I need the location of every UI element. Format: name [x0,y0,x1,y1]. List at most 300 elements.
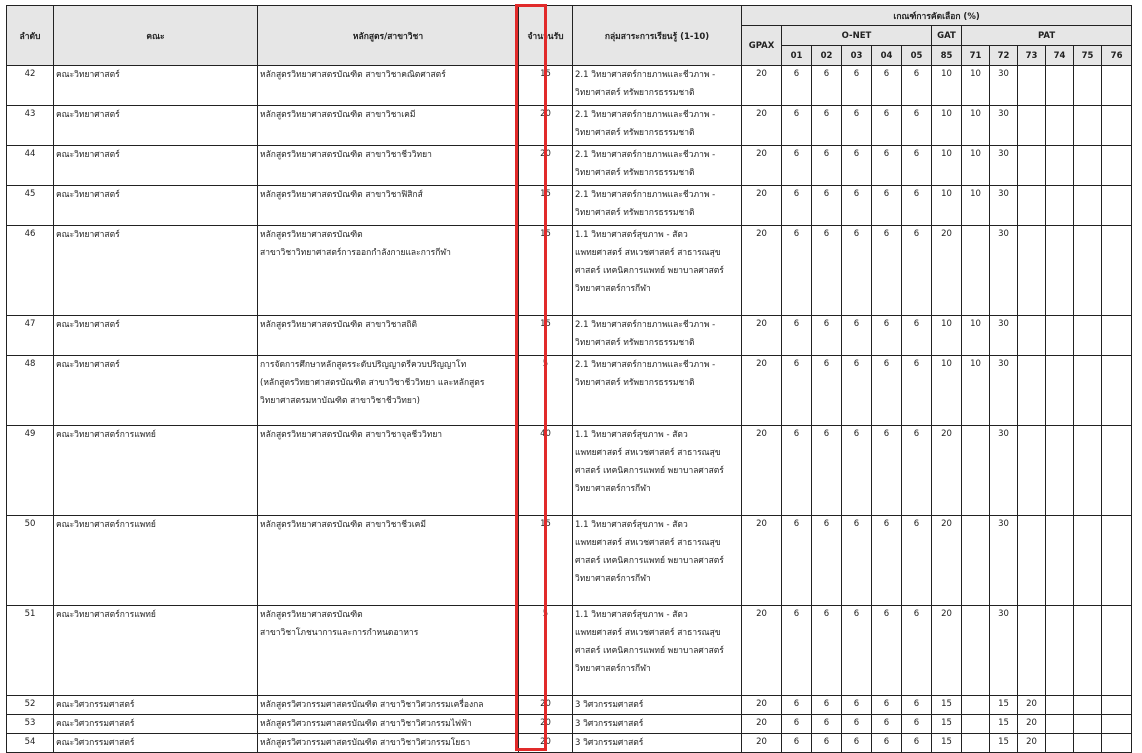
faculty-name: คณะวิทยาศาสตร์การแพทย์ [56,520,156,530]
learning-group-line: 2.1 วิทยาศาสตร์กายภาพและชีวภาพ - [575,190,716,200]
score-cell [902,146,932,186]
score-value: 6 [913,737,920,747]
score-cell [1102,715,1132,734]
header-sub-0: 01 [782,46,812,66]
order-number: 50 [24,519,36,529]
order-cell [7,426,54,516]
score-cell [872,715,902,734]
score-value: 30 [998,69,1009,79]
faculty-name: คณะวิทยาศาสตร์ [56,70,120,80]
score-value: 15 [941,718,952,728]
table-body [7,66,1132,753]
score-cell [1046,316,1074,356]
score-value: 10 [941,319,952,329]
score-cell [1018,316,1046,356]
faculty-name: คณะวิทยาศาสตร์ [56,110,120,120]
score-cell [902,226,932,316]
header-sub-2: 03 [842,46,872,66]
faculty-name: คณะวิทยาศาสตร์ [56,150,120,160]
score-value [1018,146,1045,149]
score-value: 20 [756,718,767,728]
score-value [1046,146,1073,149]
score-value [962,696,989,699]
faculty-cell [54,316,258,356]
score-cell [742,106,782,146]
score-cell [842,715,872,734]
score-cell [902,186,932,226]
score-value: 20 [756,609,767,619]
faculty-cell [54,146,258,186]
learning-group-line: 3 วิศวกรรมศาสตร์ [575,719,644,729]
program-line: วิทยาศาสตรมหาบัณฑิต สาขาวิชาชีววิทยา) [260,396,420,406]
score-value [962,606,989,609]
program-line: หลักสูตรวิศวกรรมศาสตรบัณฑิต สาขาวิชาวิศวกรรมไฟฟ้า [260,719,472,729]
learning-group-line: ศาสตร์ เทคนิคการแพทย์ พยาบาลศาสตร์ [575,646,724,656]
quota-value: 15 [540,189,551,199]
score-value [1046,186,1073,189]
score-cell [902,696,932,715]
score-value [1018,606,1045,609]
score-cell [872,696,902,715]
score-cell [1102,606,1132,696]
program-line: หลักสูตรวิศวกรรมศาสตรบัณฑิต สาขาวิชาวิศวกรรมโยธา [260,738,471,748]
score-value [1074,356,1101,359]
score-cell [842,734,872,753]
score-cell [962,106,990,146]
learning-group-line: 2.1 วิทยาศาสตร์กายภาพและชีวภาพ - [575,70,716,80]
score-cell [990,426,1018,516]
score-value: 6 [793,699,800,709]
learning-group-line: 1.1 วิทยาศาสตร์สุขภาพ - สัตว [575,230,688,240]
score-value: 6 [853,519,860,529]
header-sub-7: 72 [990,46,1018,66]
score-cell [962,734,990,753]
faculty-name: คณะวิศวกรรมศาสตร์ [56,719,135,729]
score-value [1102,66,1131,69]
header-sub-1: 02 [812,46,842,66]
score-value [962,516,989,519]
score-cell [1018,356,1046,426]
quota-cell [519,106,573,146]
faculty-cell [54,426,258,516]
score-value: 30 [998,229,1009,239]
learning-group-line: วิทยาศาสตร์ ทรัพยากรธรรมชาติ [575,208,695,218]
score-value: 6 [883,699,890,709]
learning-group-line: 1.1 วิทยาศาสตร์สุขภาพ - สัตว [575,430,688,440]
score-cell [1018,734,1046,753]
score-value: 6 [913,319,920,329]
order-cell [7,106,54,146]
score-cell [990,606,1018,696]
score-value: 15 [998,737,1009,747]
order-cell [7,516,54,606]
header-sub-9: 74 [1046,46,1074,66]
learning-group-line: วิทยาศาสตร์ ทรัพยากรธรรมชาติ [575,168,695,178]
order-cell [7,606,54,696]
score-cell [742,146,782,186]
score-cell [1074,106,1102,146]
score-value [1074,316,1101,319]
score-cell [932,606,962,696]
score-cell [1018,696,1046,715]
score-value [1074,606,1101,609]
score-cell [812,715,842,734]
score-value [1018,66,1045,69]
score-cell [1074,696,1102,715]
score-value: 6 [793,718,800,728]
score-value: 6 [913,718,920,728]
table-row [7,356,1132,426]
quota-value: 20 [540,109,551,119]
score-value: 20 [756,189,767,199]
score-cell [902,715,932,734]
score-value: 6 [823,109,830,119]
score-value: 6 [793,109,800,119]
score-cell [812,226,842,316]
order-number: 48 [24,359,36,369]
score-value: 10 [941,69,952,79]
score-cell [1018,186,1046,226]
faculty-cell [54,66,258,106]
quota-cell [519,186,573,226]
score-cell [990,316,1018,356]
score-value: 10 [970,69,981,79]
header-order: ลำดับ [7,6,54,66]
score-cell [782,516,812,606]
quota-value: 15 [540,519,551,529]
score-cell [1046,106,1074,146]
score-value: 20 [756,229,767,239]
score-cell [932,715,962,734]
score-cell [782,356,812,426]
learning-group-line: 3 วิศวกรรมศาสตร์ [575,700,644,710]
quota-value: 40 [540,429,551,439]
program-cell [258,316,519,356]
score-cell [742,606,782,696]
score-value: 6 [793,737,800,747]
score-value: 6 [823,609,830,619]
learning-group-cell [573,734,742,753]
score-cell [842,66,872,106]
score-cell [842,226,872,316]
learning-group-cell [573,696,742,715]
score-value [1102,426,1131,429]
score-value: 30 [998,609,1009,619]
score-cell [812,696,842,715]
program-line: หลักสูตรวิทยาศาสตรบัณฑิต สาขาวิชาคณิตศาสตร์ [260,70,446,80]
learning-group-line: แพทยศาสตร์ สหเวชศาสตร์ สาธารณสุข [575,248,721,258]
score-value: 6 [823,149,830,159]
score-value: 20 [941,519,952,529]
score-cell [872,146,902,186]
order-cell [7,146,54,186]
score-value: 6 [913,109,920,119]
quota-cell [519,356,573,426]
score-cell [782,66,812,106]
score-value [1018,316,1045,319]
score-cell [782,316,812,356]
program-cell [258,516,519,606]
score-value [1018,426,1045,429]
score-cell [902,516,932,606]
score-cell [902,66,932,106]
score-cell [990,696,1018,715]
score-cell [742,186,782,226]
score-cell [1102,106,1132,146]
score-cell [782,734,812,753]
score-value: 6 [823,429,830,439]
score-cell [842,516,872,606]
score-value [962,226,989,229]
score-cell [990,186,1018,226]
header-pat: PAT [962,26,1132,46]
score-value: 15 [941,737,952,747]
order-number: 52 [24,699,36,709]
score-cell [962,696,990,715]
score-value: 20 [756,69,767,79]
learning-group-line: 2.1 วิทยาศาสตร์กายภาพและชีวภาพ - [575,110,716,120]
learning-group-cell [573,316,742,356]
learning-group-line: วิทยาศาสตร์การกีฬา [575,574,651,584]
score-cell [1018,226,1046,316]
score-value: 6 [853,718,860,728]
quota-value: 5 [542,359,549,369]
program-cell [258,106,519,146]
header-program: หลักสูตร/สาขาวิชา [258,6,519,66]
score-cell [962,516,990,606]
score-cell [962,715,990,734]
learning-group-cell [573,356,742,426]
learning-group-cell [573,426,742,516]
score-value: 6 [853,69,860,79]
score-cell [812,66,842,106]
score-cell [990,106,1018,146]
score-value [962,734,989,737]
score-value: 20 [756,737,767,747]
score-cell [1046,356,1074,426]
score-value: 6 [793,519,800,529]
score-value [1102,186,1131,189]
score-cell [842,606,872,696]
table-row [7,186,1132,226]
score-value: 6 [913,229,920,239]
score-cell [1018,715,1046,734]
score-cell [842,426,872,516]
program-line: หลักสูตรวิทยาศาสตรบัณฑิต สาขาวิชาชีวเคมี [260,520,426,530]
header-sub-11: 76 [1102,46,1132,66]
score-value: 30 [998,429,1009,439]
score-cell [782,606,812,696]
score-cell [1046,66,1074,106]
quota-value: 20 [540,699,551,709]
score-cell [1046,426,1074,516]
quota-value: 15 [540,69,551,79]
order-number: 45 [24,189,36,199]
score-value: 6 [823,699,830,709]
score-cell [932,316,962,356]
score-cell [932,426,962,516]
score-value [1102,606,1131,609]
learning-group-line: แพทยศาสตร์ สหเวชศาสตร์ สาธารณสุข [575,628,721,638]
score-value [962,715,989,718]
program-line: สาขาวิชาโภชนาการและการกำหนดอาหาร [260,628,419,638]
score-cell [872,186,902,226]
quota-value: 5 [542,609,549,619]
score-cell [812,426,842,516]
order-number: 53 [24,718,36,728]
score-cell [1074,146,1102,186]
score-value: 6 [883,429,890,439]
table-row [7,106,1132,146]
score-value [1046,66,1073,69]
table-row [7,734,1132,753]
header-sub-10: 75 [1074,46,1102,66]
program-line: หลักสูตรวิศวกรรมศาสตรบัณฑิต สาขาวิชาวิศวกรรมเครื่องกล [260,700,484,710]
score-cell [782,696,812,715]
score-value: 6 [913,519,920,529]
score-value [1074,516,1101,519]
quota-cell [519,316,573,356]
order-cell [7,226,54,316]
header-row-1 [7,6,1132,26]
header-quota: จำนวนรับ [519,6,573,66]
score-value [1018,516,1045,519]
score-cell [1102,696,1132,715]
learning-group-line: 1.1 วิทยาศาสตร์สุขภาพ - สัตว [575,520,688,530]
score-cell [742,226,782,316]
score-value: 30 [998,319,1009,329]
score-cell [990,715,1018,734]
score-value: 15 [998,718,1009,728]
score-value [1046,106,1073,109]
faculty-cell [54,696,258,715]
header-learning-group: กลุ่มสาระการเรียนรู้ (1-10) [573,6,742,66]
score-value: 6 [853,609,860,619]
score-value: 6 [853,229,860,239]
score-cell [1074,516,1102,606]
score-cell [1102,316,1132,356]
header-gat: GAT [932,26,962,46]
score-value: 6 [853,699,860,709]
score-value [1046,316,1073,319]
header-sub-8: 73 [1018,46,1046,66]
score-cell [902,106,932,146]
score-value [1046,226,1073,229]
program-cell [258,356,519,426]
score-value: 6 [823,229,830,239]
score-value: 20 [941,429,952,439]
score-cell [742,66,782,106]
score-cell [1018,516,1046,606]
score-cell [872,356,902,426]
table-row [7,226,1132,316]
quota-cell [519,734,573,753]
score-value: 10 [941,109,952,119]
score-cell [902,606,932,696]
learning-group-line: ศาสตร์ เทคนิคการแพทย์ พยาบาลศาสตร์ [575,266,724,276]
score-value: 6 [913,69,920,79]
score-cell [872,106,902,146]
score-value: 20 [1026,699,1037,709]
score-value [1046,606,1073,609]
quota-cell [519,516,573,606]
program-line: หลักสูตรวิทยาศาสตรบัณฑิต สาขาวิชาฟิสิกส์ [260,190,423,200]
score-cell [812,356,842,426]
learning-group-line: 3 วิศวกรรมศาสตร์ [575,738,644,748]
score-cell [782,426,812,516]
score-cell [1102,356,1132,426]
header-selection-criteria: เกณฑ์การคัดเลือก (%) [742,6,1132,26]
score-cell [782,146,812,186]
score-value [1018,356,1045,359]
score-value [1102,106,1131,109]
learning-group-line: วิทยาศาสตร์ ทรัพยากรธรรมชาติ [575,338,695,348]
score-value: 15 [998,699,1009,709]
faculty-cell [54,106,258,146]
score-cell [932,516,962,606]
score-value: 6 [883,149,890,159]
score-cell [990,146,1018,186]
score-value: 6 [883,319,890,329]
score-cell [742,426,782,516]
faculty-cell [54,516,258,606]
score-value: 6 [883,519,890,529]
score-value: 10 [970,109,981,119]
faculty-name: คณะวิศวกรรมศาสตร์ [56,700,135,710]
score-value [1102,316,1131,319]
quota-cell [519,146,573,186]
table-row [7,696,1132,715]
program-line: สาขาวิชาวิทยาศาสตร์การออกกำลังกายและการกีฬา [260,248,451,258]
score-cell [1102,186,1132,226]
score-value: 6 [883,69,890,79]
score-cell [902,356,932,426]
score-cell [742,715,782,734]
score-value [1046,715,1073,718]
learning-group-line: วิทยาศาสตร์การกีฬา [575,284,651,294]
score-value [1074,734,1101,737]
score-cell [1046,226,1074,316]
score-cell [1074,226,1102,316]
score-cell [1018,146,1046,186]
score-value: 6 [853,189,860,199]
score-value: 6 [823,519,830,529]
score-cell [842,146,872,186]
score-value: 20 [756,519,767,529]
score-value: 6 [823,718,830,728]
program-cell [258,696,519,715]
program-cell [258,606,519,696]
score-cell [1074,426,1102,516]
score-value: 6 [793,69,800,79]
score-value: 30 [998,189,1009,199]
score-value: 30 [998,359,1009,369]
learning-group-cell [573,106,742,146]
score-value [1102,146,1131,149]
score-cell [990,226,1018,316]
score-cell [1074,715,1102,734]
program-line: หลักสูตรวิทยาศาสตรบัณฑิต สาขาวิชาจุลชีววิทยา [260,430,443,440]
learning-group-line: 2.1 วิทยาศาสตร์กายภาพและชีวภาพ - [575,360,716,370]
program-cell [258,426,519,516]
score-value [1102,226,1131,229]
faculty-name: คณะวิทยาศาสตร์ [56,230,120,240]
table-row [7,426,1132,516]
quota-cell [519,226,573,316]
order-cell [7,66,54,106]
learning-group-line: วิทยาศาสตร์ ทรัพยากรธรรมชาติ [575,88,695,98]
score-cell [962,316,990,356]
